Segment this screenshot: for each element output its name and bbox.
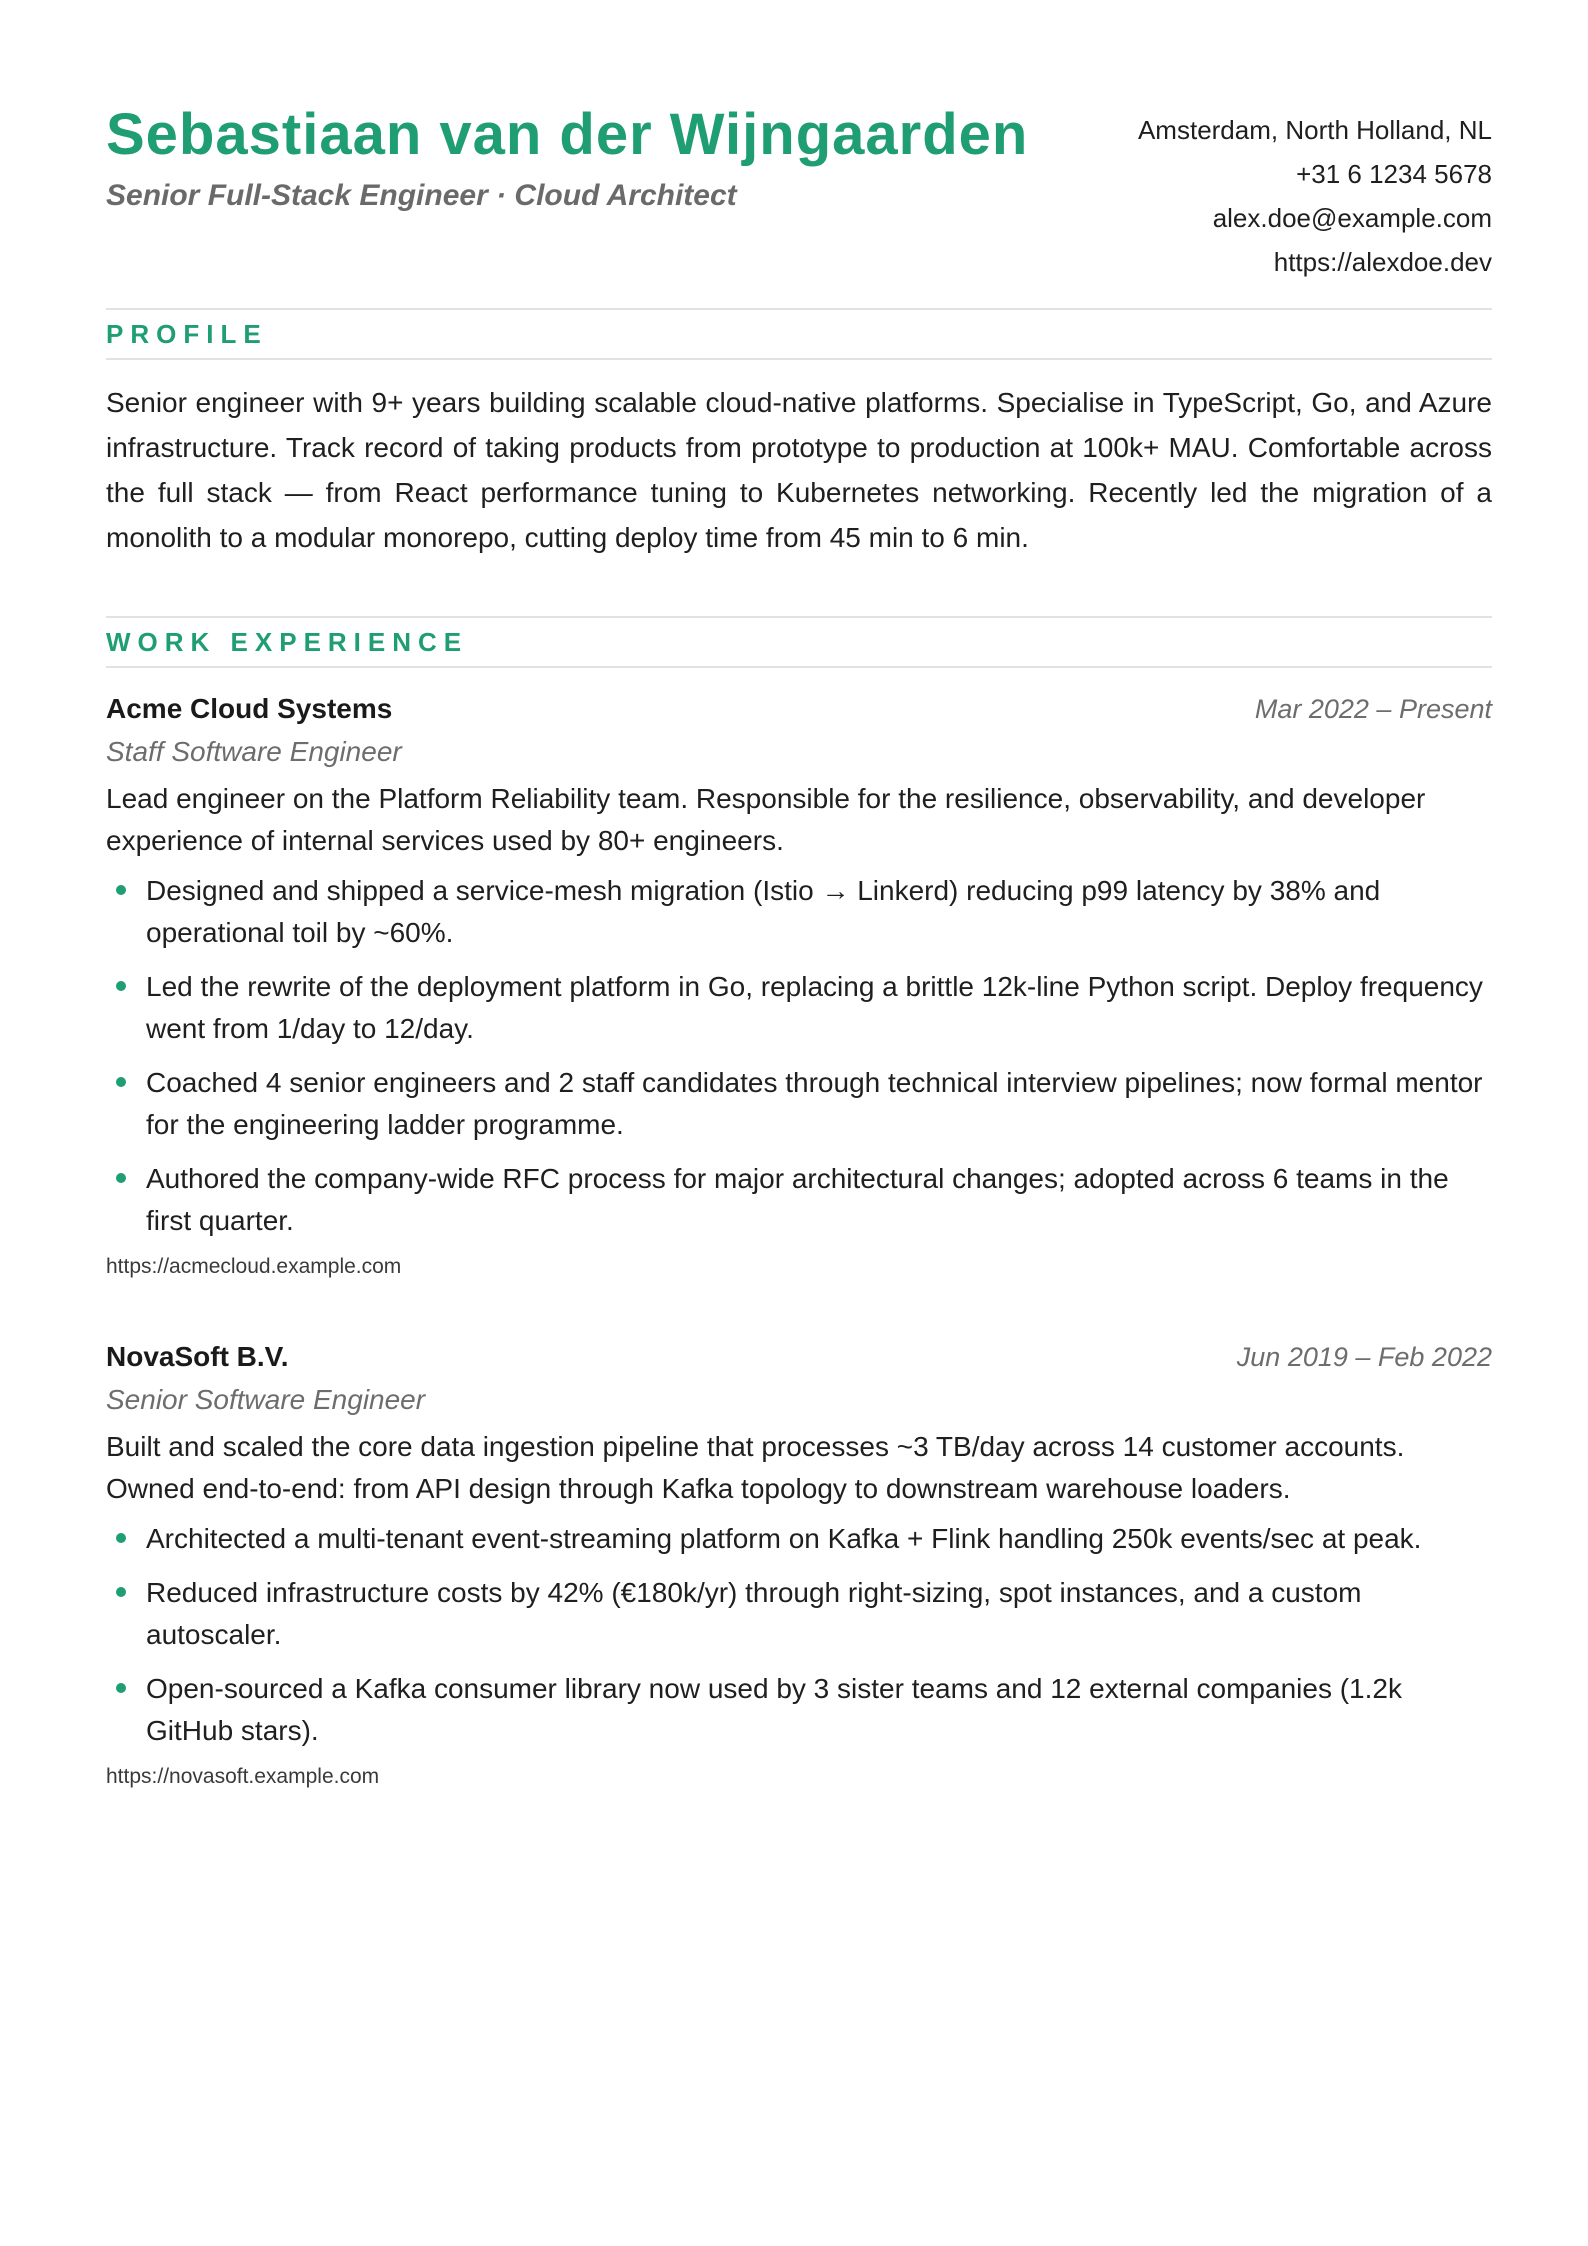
company-name: NovaSoft B.V. [106,1341,289,1372]
job-entry [106,1336,1492,1794]
company-link[interactable]: https://acmecloud.example.com [106,1255,402,1278]
contact-phone: +31 6 1234 5678 [1296,159,1492,189]
contact-website[interactable]: https://alexdoe.dev [1273,247,1492,277]
bullet-dot-icon [116,981,126,991]
bullet-item [106,1518,1492,1560]
company-link[interactable]: https://novasoft.example.com [106,1765,380,1788]
job-role: Senior Software Engineer [106,1384,426,1415]
job-dates: Mar 2022 – Present [1254,694,1492,724]
job-summary: Built and scaled the core data ingestion pipeline that processes ~3 TB/day across 14 customer accounts. Owned end-to-end: from API design through Kafka topology to downstream warehouse loaders. [106,1431,1405,1504]
contact-location: Amsterdam, North Holland, NL [1137,115,1492,145]
bullet-item [106,1668,1492,1752]
experience-section [106,616,1492,1794]
bullet-dot-icon [116,1173,126,1183]
bullet-item [106,1158,1492,1242]
bullet-dot-icon [116,885,126,895]
bullet-text: Architected a multi-tenant event-streaming platform on Kafka + Flink handling 250k events/sec at peak. [146,1523,1422,1554]
profile-section [106,308,1492,560]
contact-email[interactable]: alex.doe@example.com [1212,203,1492,233]
job-role: Staff Software Engineer [106,736,402,767]
profile-heading: PROFILE [106,308,1492,360]
bullet-dot-icon [116,1533,126,1543]
bullet-item [106,966,1492,1050]
experience-heading: WORK EXPERIENCE [106,616,1492,668]
company-name: Acme Cloud Systems [106,693,393,724]
candidate-name: Sebastiaan van der Wijngaarden [106,102,1029,167]
resume-header [106,100,1492,300]
job-summary: Lead engineer on the Platform Reliability team. Responsible for the resilience, observability, and developer experience of internal services used by 80+ engineers. [106,783,1426,856]
contact-block [1138,108,1492,284]
job-bullets [106,1518,1492,1752]
bullet-item [106,870,1492,954]
candidate-title: Senior Full-Stack Engineer · Cloud Architect [106,179,737,212]
bullet-item [106,1062,1492,1146]
bullet-text: Led the rewrite of the deployment platform in Go, replacing a brittle 12k-line Python script. Deploy frequency went from 1/day to 12/day. [146,971,1483,1044]
bullet-text: Authored the company-wide RFC process for major architectural changes; adopted across 6 teams in the first quarter. [146,1163,1449,1236]
job-entry [106,688,1492,1284]
bullet-dot-icon [116,1683,126,1693]
bullet-dot-icon [116,1077,126,1087]
job-dates: Jun 2019 – Feb 2022 [1236,1342,1492,1372]
bullet-text: Designed and shipped a service-mesh migration (Istio → Linkerd) reducing p99 latency by 38% and operational toil by ~60%. [146,875,1381,948]
bullet-item [106,1572,1492,1656]
job-header [106,688,1492,730]
profile-text: Senior engineer with 9+ years building scalable cloud-native platforms. Specialise in TypeScript, Go, and Azure infrastructure. Track record of taking products from prototype to production at 100k+ MAU. Comfortable across the full stack — from React performance tuning to Kubernetes networking. Recently led the migration of a monolith to a modular monorepo, cutting deploy time from 45 min to 6 min. [106,387,1492,553]
bullet-text: Open-sourced a Kafka consumer library now used by 3 sister teams and 12 external companies (1.2k GitHub stars). [146,1673,1402,1746]
bullet-dot-icon [116,1587,126,1597]
bullet-text: Coached 4 senior engineers and 2 staff candidates through technical interview pipelines; now formal mentor for the engineering ladder programme. [146,1067,1483,1140]
job-bullets [106,870,1492,1242]
bullet-text: Reduced infrastructure costs by 42% (€180k/yr) through right-sizing, spot instances, and a custom autoscaler. [146,1577,1362,1650]
job-header [106,1336,1492,1378]
